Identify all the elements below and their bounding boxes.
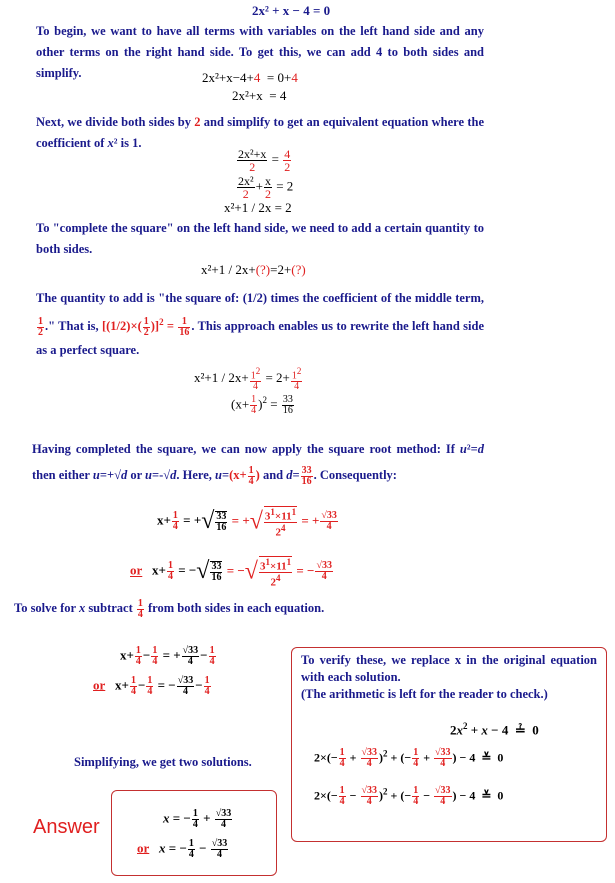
paragraph-subtract: To solve for x subtract $\frac{1}{4}$ from both sides in each equation. bbox=[14, 597, 325, 620]
answer-box bbox=[111, 790, 277, 876]
answer-solution-minus: or x = − $\frac{1}{4}$ − $\frac{√33}{4}$ bbox=[137, 838, 228, 860]
equation-simplified: 2x²+x = 4 bbox=[232, 88, 287, 103]
answer-label: Answer bbox=[33, 816, 100, 838]
equation-add-quarter: x²+1 / 2x+ $\frac{12}{4}$ = 2+ $\frac{12}{4}$ bbox=[194, 366, 302, 393]
paragraph-simplify: Simplifying, we get two solutions. bbox=[74, 755, 252, 769]
equation-perfect-square: (x+ $\frac{1}{4}$ )$^2$ = $\frac{33}{16}$ bbox=[231, 394, 293, 416]
equation-question: x²+1 / 2x+(?)=2+(?) bbox=[201, 262, 306, 277]
equation-sqrt-plus: x+ $\frac{1}{4}$ = +√ $\frac{33}{16}$ = +√ $\frac{3^1\times 11^1}{2^4}$ = + $\frac{√33}{4}$ bbox=[157, 507, 337, 539]
verification-text: To verify these, we replace x in the original equation with each solution. (The arithmetic is left for the reader to check.) bbox=[301, 653, 597, 701]
equation-sqrt-minus: or x+ $\frac{1}{4}$ = −√ $\frac{33}{16}$ = −√ $\frac{3^1\times 11^1}{2^4}$ = − $\frac{√33}{4}$ bbox=[130, 557, 332, 589]
answer-solution-plus: x = − $\frac{1}{4}$ + $\frac{√33}{4}$ bbox=[163, 808, 232, 830]
paragraph-divide: Next, we divide both sides by 2 and simplify to get an equivalent equation where the coefficient of x² is 1. bbox=[36, 115, 484, 150]
verification-check-minus: 2×(− $\frac{1}{4}$ − $\frac{√33}{4}$ )$^2$ + (− $\frac{1}{4}$ − $\frac{√33}{4}$ ) − 4 ≚ 0 bbox=[314, 785, 504, 807]
top-equation: 2x² + x − 4 = 0 bbox=[252, 3, 331, 18]
equation-split: $\frac{\text{2x²}}{2}$ + $\frac{x}{2}$ = 2 bbox=[238, 174, 294, 201]
paragraph-quantity: The quantity to add is "the square of: (1/2) times the coefficient of the middle term, $\frac{1}{2}$ ." That is, [(1/2)×( $\frac{1}{2}$ )]$^2$ = $\frac{1}{16}$ . This approach enables us to rewrite the left hand side as a perfect square. bbox=[36, 291, 484, 358]
paragraph-intro: To begin, we want to have all terms with variables on the left hand side and any other terms on the right hand side. To get this, we can add 4 to both sides and simplify. bbox=[36, 24, 484, 80]
paragraph-complete-square: To "complete the square" on the left hand side, we need to add a certain quantity to both sides. bbox=[36, 221, 484, 256]
equation-subtract-plus: x+ $\frac{1}{4}$ − $\frac{1}{4}$ = + $\frac{√33}{4}$ − $\frac{1}{4}$ bbox=[120, 645, 215, 667]
verification-check-plus: 2×(− $\frac{1}{4}$ + $\frac{√33}{4}$ )$^2$ + (− $\frac{1}{4}$ + $\frac{√33}{4}$ ) − 4 ≚ 0 bbox=[314, 747, 504, 769]
equation-half: x²+1 / 2x = 2 bbox=[224, 200, 292, 215]
equation-add-four: 2x²+x−4+4 = 0+4 bbox=[202, 70, 298, 85]
equation-divide: $\frac{\text{2x²+x}}{2}$ = $\frac{4}{2}$ bbox=[238, 147, 291, 174]
verification-equation: $2x^2 + x - 4$ ≟ 0 bbox=[450, 721, 539, 738]
equation-subtract-minus: or x+ $\frac{1}{4}$ − $\frac{1}{4}$ = − $\frac{√33}{4}$ − $\frac{1}{4}$ bbox=[93, 675, 210, 697]
paragraph-square-root: Having completed the square, we can now apply the square root method: If u²=d then either u=+√d or u=-√d. Here, u=(x+ $\frac{1}{4}$ ) and d= $\frac{33}{16}$ . Consequently: bbox=[32, 442, 484, 487]
